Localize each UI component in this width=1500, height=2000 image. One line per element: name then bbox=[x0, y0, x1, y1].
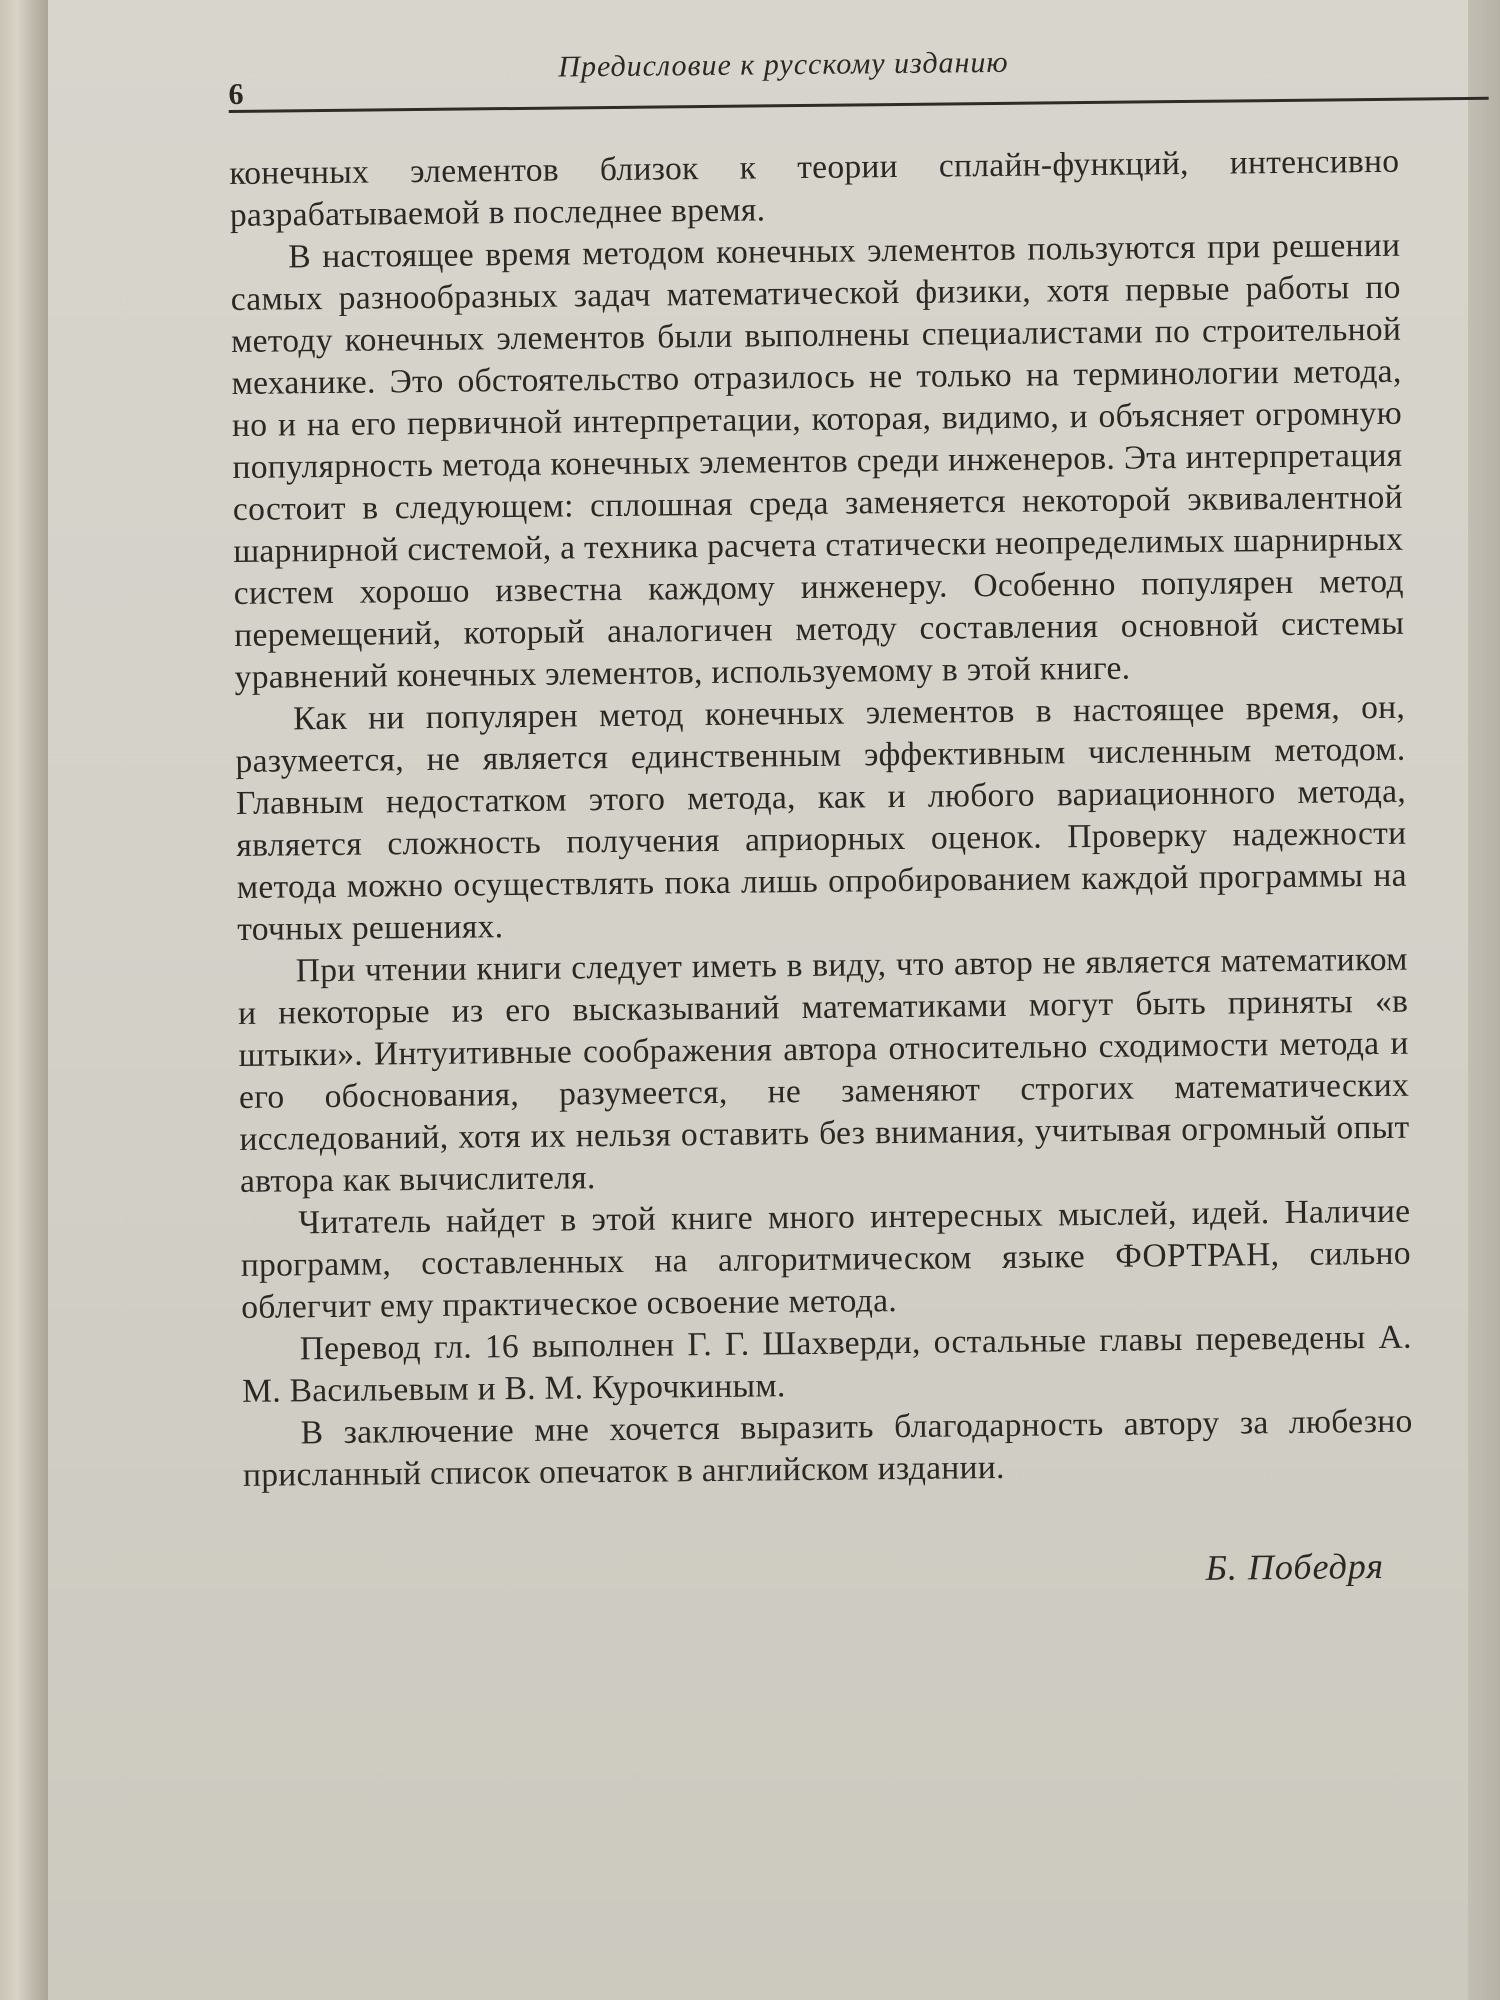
page-content bbox=[228, 27, 1500, 1599]
paragraph-continuation: конечных элементов близок к теории сплайн-функций, интенсивно разрабатываемой в последнее время. bbox=[229, 142, 1400, 234]
paragraph: В настоящее время методом конечных элементов пользуются при решении самых разнообразных задач математической физики, хотя первые работы по методу конечных элементов были выполнены специалистами по строительной механике. Это обстоятельство отразилось не только на терминологии метода, но и на его первичной интерпретации, которая, видимо, и объясняет огромную популярность метода конечных элементов среди инженеров. Эта интерпретация состоит в следующем: сплошная среда заменяется некоторой эквивалентной шарнирной системой, а техника расчета статически неопределимых шарнирных систем хорошо известна каждому инженеру. Особенно популярен метод перемещений, который аналогичен методу составления основной системы уравнений конечных элементов, используемому в этой книге. bbox=[230, 226, 1405, 696]
paragraph: Читатель найдет в этой книге много интересных мыслей, идей. Наличие программ, составленных на алгоритмическом языке ФОРТРАН, сильно облегчит ему практическое освоение метода. bbox=[240, 1192, 1411, 1326]
body-text bbox=[229, 141, 1413, 1497]
paragraph: Перевод гл. 16 выполнен Г. Г. Шахверди, остальные главы переведены А. М. Васильевым и В. М. Курочкиным. bbox=[241, 1318, 1412, 1410]
book-page bbox=[48, 0, 1468, 2000]
paragraph: При чтении книги следует иметь в виду, что автор не является математиком и некоторые из его высказываний математиками могут быть приняты «в штыки». Интуитивные соображения автора относительно сходимости метода и его обоснования, разумеется, не заменяют строгих математических исследований, хотя их нельзя оставить без внимания, учитывая огромный опыт автора как вычислителя. bbox=[238, 940, 1410, 1200]
page-header bbox=[228, 27, 1489, 113]
paragraph: В заключение мне хочется выразить благодарность автору за любезно присланный список опечаток в английском издании. bbox=[242, 1402, 1413, 1494]
paragraph: Как ни популярен метод конечных элементов в настоящее время, он, разумеется, не является единственным эффективным численным методом. Главным недостатком этого метода, как и любого вариационного метода, является сложность получения априорных оценок. Проверку надежности метода можно осуществлять пока лишь опробированием каждой программы на точных решениях. bbox=[235, 688, 1408, 948]
page-number: 6 bbox=[228, 77, 244, 111]
book-binding-edge bbox=[0, 0, 48, 2000]
signature: Б. Победря bbox=[1205, 1545, 1385, 1588]
running-title: Предисловие к русскому изданию bbox=[558, 45, 1009, 84]
